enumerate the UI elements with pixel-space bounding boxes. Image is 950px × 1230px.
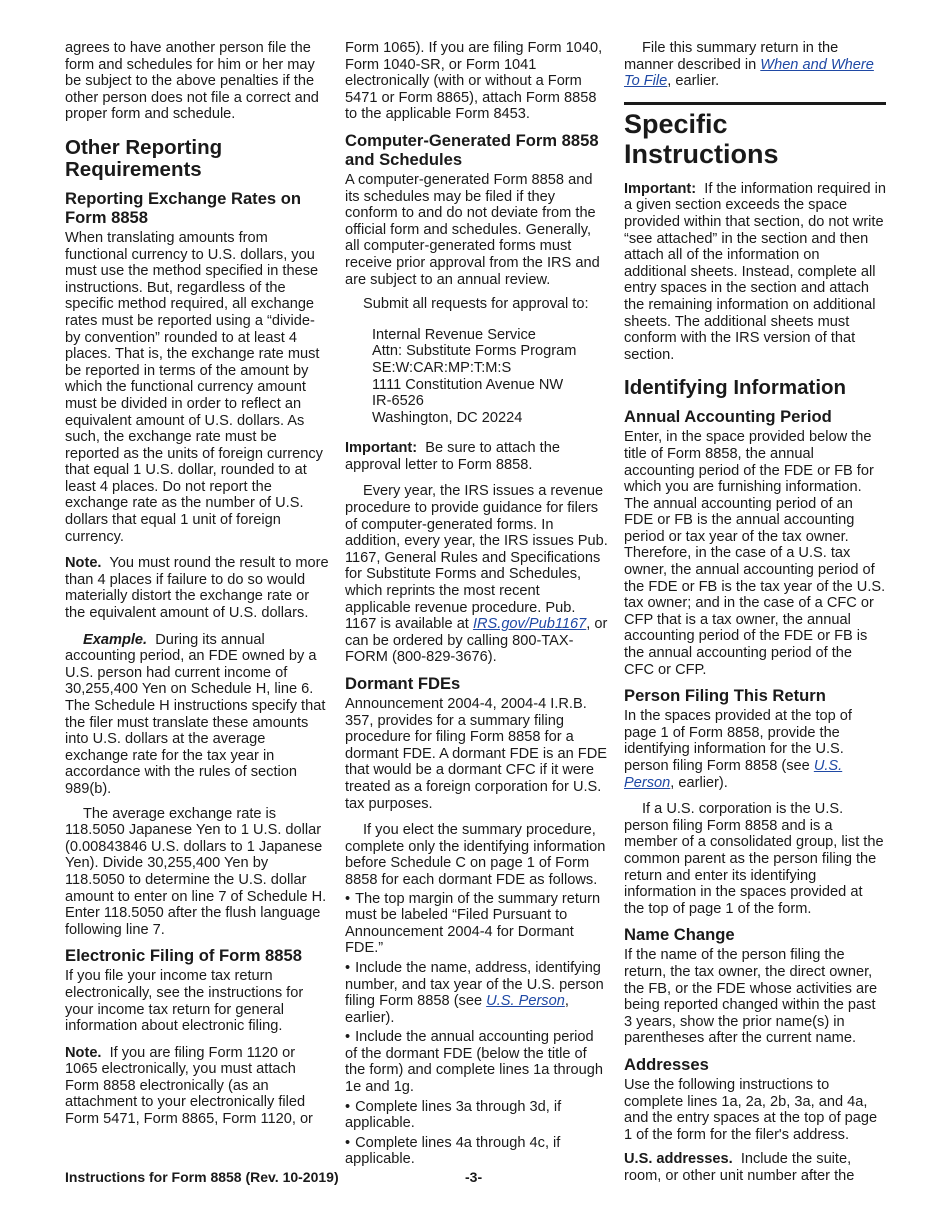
- paragraph-name-change: If the name of the person filing the return, the tax owner, the direct owner, the FB, or the FDE whose activities are being reported changed within the past 3 years, show the prior name(s) in parentheses after the current name.: [624, 947, 878, 1047]
- list-item: • Complete lines 3a through 3d, if applicable.: [345, 1098, 562, 1132]
- us-addresses-paragraph: U.S. addresses. Include the suite, room, or other unit number after the: [624, 1151, 855, 1184]
- paragraph-addresses: Use the following instructions to complete lines 1a, 2a, 2b, 3a, and 4a, and the entry spaces at the top of page 1 of the form for the filer's address.: [624, 1076, 878, 1143]
- paragraph-average-rate: The average exchange rate is 118.5050 Japanese Yen to 1 U.S. dollar (0.00843846 U.S. dollars to 1 Japanese Yen). Divide 30,255,400 Yen by 118.5050 to determine the U.S. dollar amount to enter on line 7 of Schedule H. Enter 118.5050 after the flush language following line 7.: [65, 805, 327, 938]
- address-line: IR-6526: [372, 393, 424, 410]
- note-label: Note.: [65, 555, 102, 572]
- paragraph-computer-generated: A computer-generated Form 8858 and its schedules may be filed if they conform to and do not deviate from the official form and schedules. Generally, all computer-generated forms must receive prior approval from the IRS and are subject to an annual review.: [345, 171, 600, 288]
- address-line: 1111 Constitution Avenue NW: [372, 376, 564, 393]
- paragraph-electronic-filing: If you file your income tax return electronically, see the instructions for your income tax return for general information about electronic filing.: [65, 968, 304, 1035]
- bullet-icon: •: [345, 1098, 351, 1115]
- example-label: Example.: [83, 631, 148, 648]
- bullet-icon: •: [345, 1029, 351, 1046]
- paragraph-annual: Enter, in the space provided below the title of Form 8858, the annual accounting period of the FDE or FB for which you are furnishing information. The annual accounting period of an FDE or FB is the annual accounting period or tax year of the tax owner. Therefore, in the case of a U.S. tax owner, the annual accounting period of the FDE or FB is the tax year of the U.S. tax owner; and in the case of a CFC or CFP that is a tax owner, the annual accounting period of the FDE or FB is the annual accounting period of the CFC or CFP.: [624, 429, 886, 678]
- important-label: Important:: [624, 180, 697, 197]
- column-left: [65, 40, 330, 1136]
- column-right: [624, 40, 886, 1192]
- heading-addresses: Addresses: [624, 1054, 709, 1074]
- paragraph-person: In the spaces provided at the top of page 1 of Form 8858, provide the identifying information for the U.S. person filing Form 8858 (see U.S. Person, earlier).: [624, 708, 852, 791]
- address-line: Attn: Substitute Forms Program: [372, 343, 577, 360]
- heading-identifying-information: Identifying Information: [624, 376, 847, 400]
- heading-exchange-rates: Reporting Exchange Rates on Form 8858: [65, 188, 302, 227]
- bullet-icon: •: [345, 890, 351, 907]
- link-us-person[interactable]: U.S. Person: [486, 993, 565, 1010]
- heading-annual-accounting-period: Annual Accounting Period: [624, 407, 832, 427]
- paragraph-revenue-procedure: Every year, the IRS issues a revenue procedure to provide guidance for filers of computer-generated forms. In addition, every year, the IRS issues Pub. 1167, General Rules and Specifications for Substitute Forms and Schedules, which reprints the most recent applicable revenue procedure. Pub. 1167 is available at IRS.gov/Pub1167, or can be ordered by calling 800-TAX-FORM (800-829-3676).: [345, 483, 608, 666]
- heading-name-change: Name Change: [624, 925, 735, 945]
- paragraph-submit: Submit all requests for approval to:: [363, 296, 589, 313]
- mailing-address: [372, 327, 608, 427]
- paragraph-file-summary: File this summary return in the manner described in When and Where To File, earlier.: [624, 40, 874, 90]
- list-item: • Complete lines 4a through 4c, if applicable.: [345, 1134, 561, 1168]
- page-number: -3-: [465, 1169, 483, 1185]
- paragraph: Form 1065). If you are filing Form 1040, Form 1040-SR, or Form 1041 electronically (with or without a Form 5471 or Form 8865), attach Form 8858 to the applicable Form 8453.: [345, 40, 603, 123]
- column-middle: [345, 40, 608, 1171]
- heading-electronic-filing: Electronic Filing of Form 8858: [65, 946, 302, 966]
- example-paragraph: [65, 632, 330, 798]
- paragraph-exchange-rates: When translating amounts from functional currency to U.S. dollars, you must use the method specified in these instructions. But, regardless of the specific method required, all exchange rates must be reported using a “divide-by convention” rounded to at least 4 places. That is, the exchange rate must be reported in terms of the amount by which the functional currency amount must be divided in order to reflect an equivalent amount of U.S. dollars. As such, the exchange rate must be reported as the units of foreign currency that equal 1 U.S. dollar, rounded to at least 4 places. Do not report the exchange rate as the number of U.S. dollars that equal 1 unit of foreign currency.: [65, 229, 323, 545]
- heading-person-filing: Person Filing This Return: [624, 686, 826, 706]
- note-paragraph: [65, 555, 330, 621]
- paragraph-elect: If you elect the summary procedure, complete only the identifying information before Schedule C on page 1 of Form 8858 for each dormant FDE as follows.: [345, 822, 606, 888]
- list-item: • Include the name, address, identifying number, and tax year of the U.S. person filing Form 8858 (see U.S. Person, earlier).: [345, 959, 604, 1026]
- list-item: • Include the annual accounting period of the dormant FDE (below the title of the form) and complete lines 1a through 1e and 1g.: [345, 1029, 603, 1096]
- example-text: During its annual accounting period, an FDE owned by a U.S. person had current income of 30,255,400 Yen on Schedule H, line 6. The Schedule H instructions specify that the filer must translate these amounts into U.S. dollars at the average exchange rate for the tax year in accordance with the rules of section 989(b).: [65, 631, 326, 797]
- paragraph-dormant: Announcement 2004-4, 2004-4 I.R.B. 357, provides for a summary filing procedure for filing Form 8858 for a dormant FDE. A dormant FDE is an FDE that would be a dormant CFC if it were treated as a foreign corporation for U.S. tax purposes.: [345, 696, 607, 812]
- list-item: • The top margin of the summary return must be labeled “Filed Pursuant to Announcement 2004-4 for Dormant FDE.”: [345, 890, 601, 957]
- note-paragraph-2: [65, 1045, 330, 1128]
- address-line: Washington, DC 20224: [372, 409, 523, 426]
- note-text: If you are filing Form 1120 or 1065 electronically, you must attach Form 8858 electronically (as an attachment to your electronically filed Form 5471, Form 8865, Form 1120, or: [65, 1044, 313, 1128]
- heading-specific-instructions: Specific Instructions: [624, 102, 886, 169]
- link-pub1167[interactable]: IRS.gov/Pub1167: [472, 616, 587, 633]
- important-text: Be sure to attach the approval letter to Form 8858.: [345, 440, 560, 473]
- bullet-icon: •: [345, 959, 351, 976]
- link-when-where-to-file[interactable]: When and Where To File: [624, 56, 874, 90]
- address-line: Internal Revenue Service: [372, 326, 536, 343]
- note-label: Note.: [65, 1044, 102, 1061]
- important-paragraph: [624, 181, 886, 364]
- heading-dormant-fdes: Dormant FDEs: [345, 674, 461, 693]
- important-paragraph: [345, 440, 608, 473]
- paragraph-corporation: If a U.S. corporation is the U.S. person filing Form 8858 and is a member of a consolidated group, list the common parent as the person filing the return and enter its identifying information in the spaces provided at the top of page 1 of the form.: [624, 801, 884, 917]
- us-addresses-label: U.S. addresses.: [624, 1151, 733, 1168]
- bullet-icon: •: [345, 1134, 351, 1151]
- note-text: You must round the result to more than 4 places if failure to do so would materially distort the exchange rate or the equivalent amount of U.S. dollars.: [65, 555, 329, 622]
- link-us-person[interactable]: U.S. Person: [624, 758, 843, 791]
- footer-title: Instructions for Form 8858 (Rev. 10-2019): [65, 1169, 339, 1185]
- important-label: Important:: [345, 440, 418, 457]
- heading-other-reporting: Other Reporting Requirements: [65, 135, 223, 181]
- important-text: If the information required in a given section exceeds the space provided within that section, do not write “see attached” in the section and then attach all of the information on additional sheets. Instead, complete all entry spaces in the section and attach the remaining information on additional sheets. The additional sheets must conform with the IRS version of that section.: [624, 180, 886, 363]
- paragraph: agrees to have another person file the form and schedules for him or her may be subject to the above penalties if the other person does not file a correct and proper form and schedule.: [65, 40, 319, 123]
- page-footer: [65, 1169, 886, 1185]
- heading-computer-generated: Computer-Generated Form 8858 and Schedules: [345, 130, 599, 169]
- address-line: SE:W:CAR:MP:T:M:S: [372, 359, 512, 376]
